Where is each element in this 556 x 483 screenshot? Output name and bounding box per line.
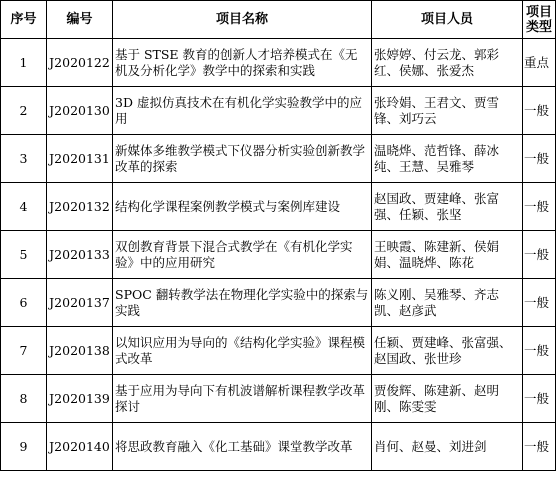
cell-type: 一般 [523, 87, 556, 135]
cell-code: J2020131 [47, 135, 113, 183]
cell-name: 基于 STSE 教育的创新人才培养模式在《无机及分析化学》教学中的探索和实践 [113, 39, 372, 87]
table-row [1, 327, 556, 375]
cell-index: 1 [1, 39, 47, 87]
cell-type: 一般 [523, 135, 556, 183]
table-row [1, 39, 556, 87]
cell-index: 4 [1, 183, 47, 231]
cell-name: 新媒体多维教学模式下仪器分析实验创新教学改革的探索 [113, 135, 372, 183]
table-body [1, 39, 556, 471]
cell-code: J2020140 [47, 423, 113, 471]
cell-name: 双创教育背景下混合式教学在《有机化学实验》中的应用研究 [113, 231, 372, 279]
cell-type: 一般 [523, 279, 556, 327]
cell-code: J2020137 [47, 279, 113, 327]
header-name: 项目名称 [113, 1, 372, 39]
cell-people: 赵国政、贾建峰、张富强、任颖、张坚 [372, 183, 523, 231]
table-row [1, 375, 556, 423]
table-header [1, 1, 556, 39]
table-row [1, 423, 556, 471]
cell-name: 以知识应用为导向的《结构化学实验》课程模式改革 [113, 327, 372, 375]
cell-code: J2020133 [47, 231, 113, 279]
cell-index: 6 [1, 279, 47, 327]
cell-code: J2020138 [47, 327, 113, 375]
cell-code: J2020132 [47, 183, 113, 231]
cell-index: 9 [1, 423, 47, 471]
header-row [1, 1, 556, 39]
cell-code: J2020130 [47, 87, 113, 135]
cell-people: 张玲娟、王君文、贾雪锋、刘巧云 [372, 87, 523, 135]
cell-name: 将思政教育融入《化工基础》课堂教学改革 [113, 423, 372, 471]
cell-index: 8 [1, 375, 47, 423]
table-row [1, 87, 556, 135]
cell-code: J2020122 [47, 39, 113, 87]
cell-people: 肖何、赵曼、刘进剑 [372, 423, 523, 471]
cell-index: 2 [1, 87, 47, 135]
cell-people: 王映霞、陈建新、侯娟娟、温晓烨、陈花 [372, 231, 523, 279]
cell-name: SPOC 翻转教学法在物理化学实验中的探索与实践 [113, 279, 372, 327]
cell-people: 任颖、贾建峰、张富强、赵国政、张世珍 [372, 327, 523, 375]
cell-people: 张婷婷、付云龙、郭彩红、侯娜、张爱杰 [372, 39, 523, 87]
cell-type: 一般 [523, 423, 556, 471]
cell-index: 3 [1, 135, 47, 183]
cell-people: 贾俊辉、陈建新、赵明刚、陈雯雯 [372, 375, 523, 423]
header-code: 编号 [47, 1, 113, 39]
cell-index: 7 [1, 327, 47, 375]
cell-name: 结构化学课程案例教学模式与案例库建设 [113, 183, 372, 231]
table-row [1, 231, 556, 279]
cell-people: 陈义刚、吴雅琴、齐志凯、赵彦武 [372, 279, 523, 327]
header-index: 序号 [1, 1, 47, 39]
cell-type: 一般 [523, 231, 556, 279]
cell-type: 重点 [523, 39, 556, 87]
cell-name: 基于应用为导向下有机波谱解析课程教学改革探讨 [113, 375, 372, 423]
cell-people: 温晓烨、范哲锋、薛冰纯、王慧、吴雅琴 [372, 135, 523, 183]
cell-code: J2020139 [47, 375, 113, 423]
cell-type: 一般 [523, 183, 556, 231]
table-row [1, 135, 556, 183]
cell-type: 一般 [523, 327, 556, 375]
cell-type: 一般 [523, 375, 556, 423]
table-row [1, 183, 556, 231]
cell-name: 3D 虚拟仿真技术在有机化学实验教学中的应用 [113, 87, 372, 135]
header-people: 项目人员 [372, 1, 523, 39]
table-row [1, 279, 556, 327]
cell-index: 5 [1, 231, 47, 279]
header-type: 项目类型 [523, 1, 556, 39]
